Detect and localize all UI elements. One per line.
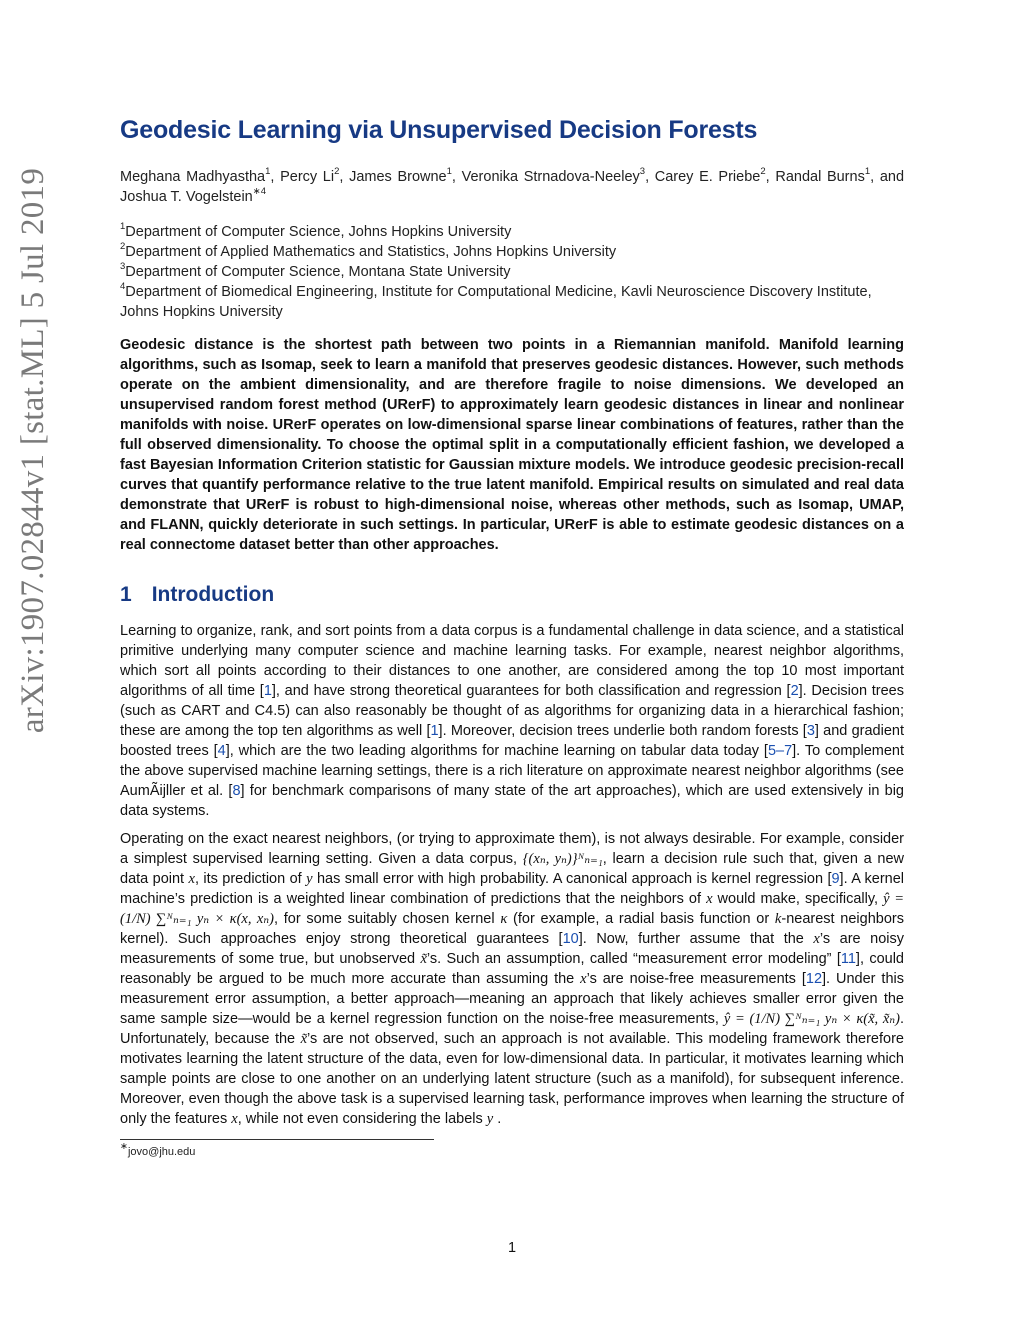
affiliation bbox=[120, 222, 904, 242]
author: Randal Burns bbox=[775, 169, 865, 185]
affiliation-text: Department of Computer Science, Johns Hopkins University bbox=[125, 224, 512, 240]
author-affiliation-mark: 2 bbox=[760, 166, 766, 178]
affiliation bbox=[120, 242, 904, 262]
footnote bbox=[120, 1141, 904, 1159]
affiliation-number: 1 bbox=[120, 221, 126, 233]
author-affiliation-mark: ∗4 bbox=[252, 186, 266, 198]
abstract: Geodesic distance is the shortest path between two points in a Riemannian manifold. Manifold learning algorithms, such as Isomap, seek to learn a manifold that preserves geodesic distances. However, such methods operate on the ambient dimensionality, and are therefore fragile to noise dimensions. We developed an unsupervised random forest method (URerF) to approximately learn geodesic distances in linear and nonlinear manifolds with noise. URerF operates on low-dimensional sparse linear combinations of features, rather than the full observed dimensionality. To choose the optimal split in a computationally efficient fashion, we developed a fast Bayesian Information Criterion statistic for Gaussian mixture models. We introduce geodesic precision-recall curves that quantify performance relative to the true latent manifold. Empirical results on simulated and real data demonstrate that URerF is robust to high-dimensional noise, whereas other methods, such as Isomap, UMAP, and FLANN, quickly deteriorate in such settings. In particular, URerF is able to estimate geodesic distances on a real connectome dataset better than other approaches. bbox=[120, 337, 904, 553]
affiliation-number: 2 bbox=[120, 241, 126, 253]
affiliation-number: 4 bbox=[120, 281, 126, 293]
author: Veronika Strnadova-Neeley bbox=[461, 169, 640, 185]
author-affiliation-mark: 3 bbox=[639, 166, 646, 178]
citation-link[interactable]: 4 bbox=[217, 743, 226, 759]
author: Meghana Madhyastha bbox=[120, 169, 266, 185]
author-affiliation-mark: 1 bbox=[446, 166, 452, 178]
math-expression: ŷ = (1/N) ∑ᴺₙ₌₁ yₙ × κ(x, xₙ) bbox=[120, 891, 904, 927]
citation-link[interactable]: 5–7 bbox=[767, 743, 793, 759]
arxiv-side-stamp bbox=[4, 0, 64, 1325]
affiliation-text: Department of Applied Mathematics and Statistics, Johns Hopkins University bbox=[125, 244, 617, 260]
paper-first-page bbox=[120, 112, 904, 1159]
math-expression: y bbox=[306, 871, 313, 887]
author-conjunction: and bbox=[879, 169, 905, 185]
citation-link[interactable]: 1 bbox=[263, 683, 272, 699]
citation-link[interactable]: 2 bbox=[790, 683, 799, 699]
footnote-mark: ∗ bbox=[120, 1141, 128, 1153]
citation-link[interactable]: 3 bbox=[806, 723, 815, 739]
author-affiliation-mark: 1 bbox=[265, 166, 271, 178]
affiliation-list bbox=[120, 222, 904, 322]
math-expression: x bbox=[813, 931, 820, 947]
math-expression: x̃ bbox=[420, 951, 427, 967]
author: Carey E. Priebe bbox=[654, 169, 761, 185]
citation-link[interactable]: 8 bbox=[232, 783, 241, 799]
section-title: Introduction bbox=[151, 583, 275, 606]
math-expression: x̃ bbox=[300, 1031, 308, 1047]
body-paragraph: Operating on the exact nearest neighbors, (or trying to approximate them), is not always desirable. For example, consider a simplest supervised learning setting. Given a data corpus, {(xₙ, yₙ)}ᴺₙ₌₁, learn a decision rule such that, given a new data point x, its prediction of y has small error with high probability. A canonical approach is kernel regression [9]. A kernel machine’s prediction is a weighted linear combination of predictions that the neighbors of x would make, specifically, ŷ = (1/N) ∑ᴺₙ₌₁ yₙ × κ(x, xₙ), for some suitably chosen kernel κ (for example, a radial basis function or k-nearest neighbors kernel). Such approaches enjoy strong theoretical guarantees [10]. Now, further assume that the x’s are noisy measurements of some true, but unobserved x̃’s. Such an assumption, called “measurement error modeling” [11], could reasonably be argued to be much more accurate than assuming the x’s are noise-free measurements [12]. Under this measurement error assumption, a better approach—meaning an approach that likely achieves smaller error given the same sample size—would be a kernel regression function on the noise-free measurements, ŷ = (1/N) ∑ᴺₙ₌₁ yₙ × κ(x̃, x̃ₙ). Unfortunately, because the x̃’s are not observed, such an approach is not available. This modeling framework therefore motivates learning the latent structure of the data, even for low-dimensional data. In particular, it motivates learning which sample points are close to one another on an underlying latent structure (such as a manifold), for subsequent inference. Moreover, even though the above task is a supervised learning task, performance improves when learning the structure of only the features x, while not even considering the labels y . bbox=[120, 831, 905, 1127]
math-expression: ŷ = (1/N) ∑ᴺₙ₌₁ yₙ × κ(x̃, x̃ₙ) bbox=[723, 1011, 900, 1027]
affiliation bbox=[120, 262, 904, 282]
author-affiliation-mark: 1 bbox=[864, 166, 871, 178]
author: Percy Li bbox=[280, 169, 335, 185]
math-expression: {(xₙ, yₙ)}ᴺₙ₌₁ bbox=[522, 851, 603, 867]
footnote-divider bbox=[120, 1139, 434, 1140]
math-expression: x bbox=[706, 891, 713, 907]
affiliation bbox=[120, 282, 904, 322]
section-heading bbox=[120, 581, 904, 609]
citation-link[interactable]: 11 bbox=[840, 951, 856, 967]
math-expression: x bbox=[188, 871, 195, 887]
citation-link[interactable]: 12 bbox=[805, 971, 823, 987]
page-number: 1 bbox=[507, 1240, 517, 1256]
author: James Browne bbox=[349, 169, 447, 185]
body-paragraph: Learning to organize, rank, and sort points from a data corpus is a fundamental challenge in data science, and a statistical primitive underlying many computer science and machine learning tasks. For example, nearest neighbor algorithms, which sort all points according to their distances to one another, are considered among the top 10 most important algorithms of all time [1], and have strong theoretical guarantees for both classification and regression [2]. Decision trees (such as CART and C4.5) can also reasonably be thought of as algorithms for organizing data in a hierarchical fashion; these are among the top ten algorithms as well [1]. Moreover, decision trees underlie both random forests [3] and gradient boosted trees [4], which are the two leading algorithms for machine learning on tabular data today [5–7]. To complement the above supervised machine learning settings, there is a rich literature on approximate nearest neighbor algorithms (see AumÃijller et al. [8] for benchmark comparisons of many state of the art approaches), which are used extensively in big data systems. bbox=[120, 623, 904, 819]
math-expression: x bbox=[231, 1111, 238, 1127]
math-expression: κ bbox=[500, 911, 508, 927]
author-affiliation-mark: 2 bbox=[334, 166, 340, 178]
section-number: 1 bbox=[120, 583, 132, 606]
math-expression: k bbox=[774, 911, 782, 927]
paper-title: Geodesic Learning via Unsupervised Decision Forests bbox=[120, 116, 758, 144]
footnote-email[interactable]: jovo@jhu.edu bbox=[127, 1146, 196, 1158]
math-expression: y bbox=[486, 1111, 494, 1127]
arxiv-identifier: arXiv:1907.02844v1 [stat.ML] 5 Jul 2019 bbox=[15, 167, 52, 734]
author: Joshua T. Vogelstein bbox=[120, 189, 253, 205]
math-expression: x bbox=[580, 971, 587, 987]
affiliation-number: 3 bbox=[120, 261, 126, 273]
citation-link[interactable]: 1 bbox=[430, 723, 439, 739]
author-list: Meghana Madhyastha$^1$, Percy Li$^2$, James Browne$^1$, Veronika Strnadova-Neeley$^3$, Carey E. Priebe$^2$, Randal Burns$^1$, and Joshua T. Vogelstein$^{∗4}$ bbox=[120, 166, 905, 205]
affiliation-text: Department of Biomedical Engineering, Institute for Computational Medicine, Kavli Neuroscience Discovery Institute, Johns Hopkins University bbox=[120, 284, 872, 320]
citation-link[interactable]: 9 bbox=[831, 871, 840, 887]
affiliation-text: Department of Computer Science, Montana State University bbox=[125, 264, 511, 280]
citation-link[interactable]: 10 bbox=[562, 931, 579, 947]
